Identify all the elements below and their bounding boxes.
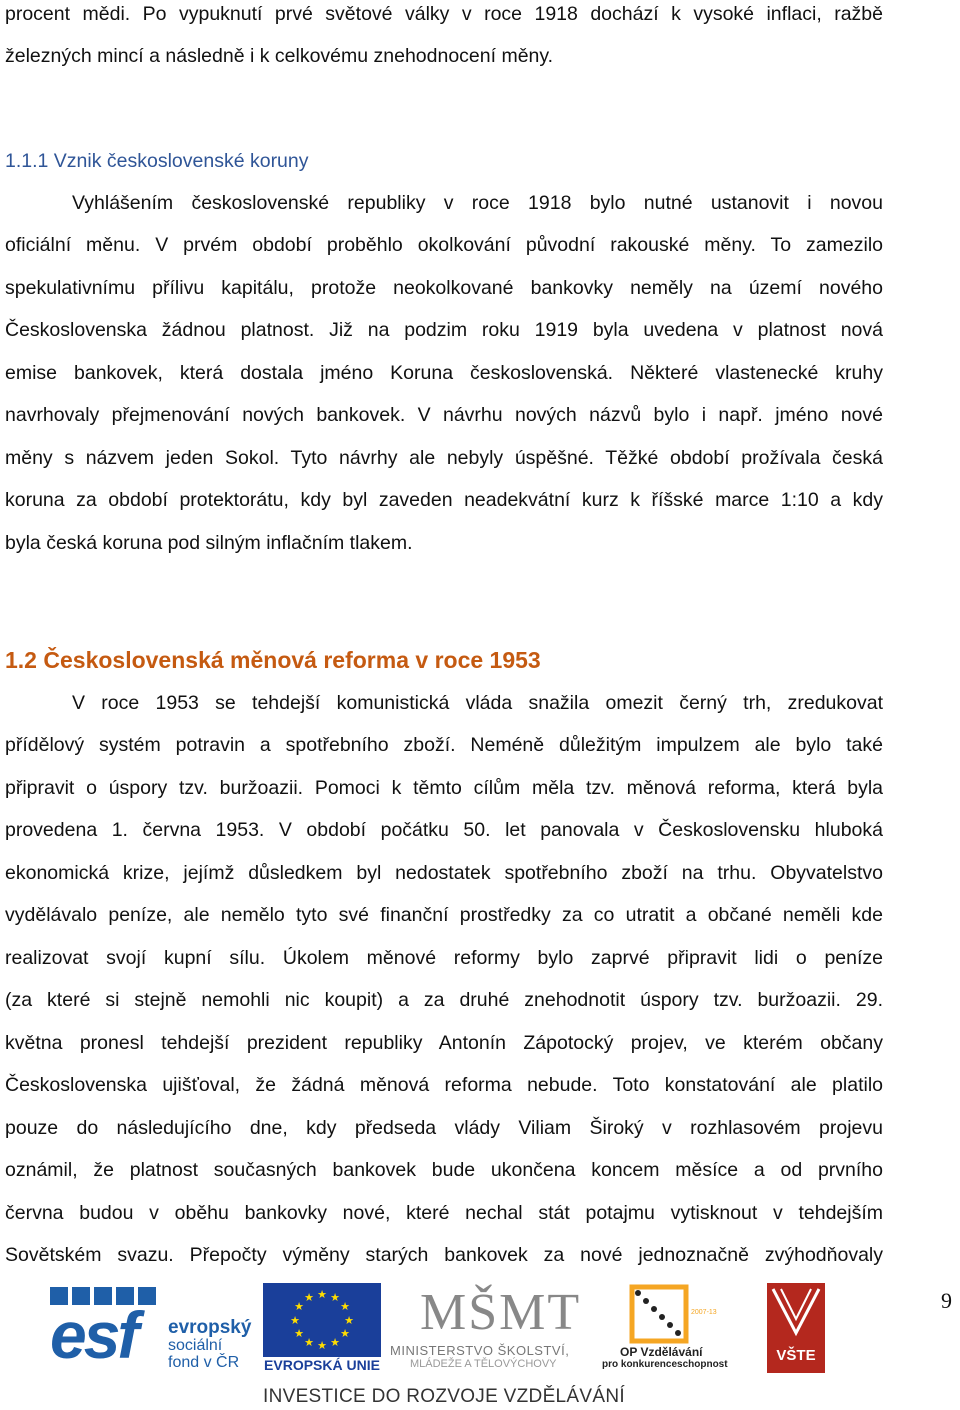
svg-text:★: ★ — [304, 1291, 314, 1304]
vste-caption: VŠTE — [776, 1347, 816, 1364]
footer-caption: INVESTICE DO ROZVOJE VZDĚLÁVÁNÍ — [263, 1386, 625, 1407]
eu-logo — [263, 1283, 381, 1373]
body-line: Československa ujišťoval, že žádná měnová reforma nebude. Toto konstatování ale platilo — [5, 1074, 883, 1096]
body-line: spekulativnímu přílivu kapitálu, protože neokolkované bankovky neměly na území nového — [5, 277, 883, 299]
eu-flag-icon — [263, 1283, 381, 1357]
body-line: byla česká koruna pod silným inflačním tlakem. — [5, 532, 413, 554]
svg-text:★: ★ — [317, 1288, 327, 1301]
subsection-number: 1.1.1 — [5, 150, 49, 172]
body-line: provedena 1. června 1953. V období počátku 50. let panovala v Československu hluboká — [5, 819, 883, 841]
body-line: koruna za období protektorátu, kdy byl zaveden neadekvátní kurz k říšské marce 1:10 a kdy — [5, 489, 883, 511]
vste-logo — [767, 1283, 825, 1373]
body-line: května pronesl tehdejší prezident republiky Antonín Zápotocký projev, ve kterém občany — [5, 1032, 883, 1054]
body-line: oznámil, že platnost současných bankovek bude ukončena koncem měsíce a od prvního — [5, 1159, 883, 1181]
op-logo — [602, 1283, 737, 1373]
body-line: června budou v oběhu bankovky nové, které nechal stát potajmu vytisknout v tehdejším — [5, 1202, 883, 1224]
body-line: V roce 1953 se tehdejší komunistická vláda snažila omezit černý trh, zredukovat — [72, 692, 883, 714]
esf-wordmark: esf — [50, 1298, 137, 1372]
svg-text:★: ★ — [330, 1291, 340, 1304]
body-line: pouze do následujícího dne, kdy předseda vlády Viliam Široký v rozhlasovém projevu — [5, 1117, 883, 1139]
esf-logo — [50, 1283, 255, 1373]
body-line: oficiální měnu. V prvém období proběhlo okolkování původní rakouské měny. To zamezilo — [5, 234, 883, 256]
op-line1: OP Vzdělávání — [620, 1345, 703, 1359]
body-line: připravit o úspory tzv. buržoazii. Pomoci k těmto cílům měla tzv. měnová reforma, která byla — [5, 777, 883, 799]
msmt-line2: MLÁDEŽE A TĚLOVÝCHOVY — [410, 1358, 557, 1370]
body-line: přídělový systém potravin a spotřebního zboží. Neméně důležitým impulzem ale bylo také — [5, 734, 883, 756]
op-year: 2007-13 — [691, 1309, 717, 1316]
esf-line1: evropský — [168, 1317, 252, 1338]
svg-text:★: ★ — [294, 1300, 304, 1313]
body-line: Vyhlášením československé republiky v roce 1918 bylo nutné ustanovit i novou — [72, 192, 883, 214]
msmt-line1: MINISTERSTVO ŠKOLSTVÍ, — [390, 1343, 570, 1358]
msmt-mark: MŠMT — [420, 1284, 582, 1341]
eu-caption: EVROPSKÁ UNIE — [264, 1357, 380, 1373]
body-line: navrhovaly přejmenování nových bankovek. V návrhu nových názvů bylo i např. jméno nové — [5, 404, 883, 426]
svg-text:★: ★ — [304, 1336, 314, 1349]
subsection-title: Vznik československé koruny — [53, 150, 309, 172]
section-number: 1.2 — [5, 647, 37, 673]
subsection-heading — [5, 149, 309, 173]
page-number: 9 — [941, 1288, 952, 1313]
section-heading — [5, 646, 541, 674]
body-line: procent mědi. Po vypuknutí prvé světové války v roce 1918 dochází k vysoké inflaci, ražbě — [5, 3, 883, 25]
body-line: (za které si stejně nemohli nic koupit) a za druhé znehodnotit úspory tzv. buržoazii. 29. — [5, 989, 883, 1011]
body-line: ekonomická krize, jejímž důsledkem byl nedostatek spotřebního zboží na trhu. Obyvatelstvo — [5, 862, 883, 884]
svg-text:★: ★ — [294, 1327, 304, 1340]
esf-line2: sociální — [168, 1337, 223, 1354]
svg-text:★: ★ — [317, 1339, 327, 1352]
body-line: měny s názvem jeden Sokol. Tyto návrhy ale nebyly úspěšné. Těžké období prožívala česká — [5, 447, 883, 469]
body-line: vydělávalo peníze, ale nemělo tyto své finanční prostředky za co utratit a občané neměli kde — [5, 904, 883, 926]
body-line: železných mincí a následně i k celkovému znehodnocení měny. — [5, 45, 554, 67]
svg-text:★: ★ — [340, 1327, 350, 1340]
section-title: Československá měnová reforma v roce 1953 — [43, 647, 541, 673]
body-line: emise bankovek, která dostala jméno Koruna československá. Některé vlastenecké kruhy — [5, 362, 883, 384]
svg-text:★: ★ — [290, 1314, 300, 1327]
svg-text:★: ★ — [344, 1314, 354, 1327]
body-line: realizovat svojí kupní sílu. Úkolem měnové reformy bylo zaprvé připravit lidi o peníze — [5, 947, 883, 969]
vste-crest-icon — [767, 1283, 825, 1343]
msmt-logo — [390, 1283, 600, 1373]
body-line: Československa žádnou platnost. Již na podzim roku 1919 byla uvedena v platnost nová — [5, 319, 883, 341]
body-line: Sovětském svazu. Přepočty výměny starých bankovek za nové jednoznačně zvýhodňovaly — [5, 1244, 883, 1266]
op-line2: pro konkurenceschopnost — [602, 1359, 728, 1370]
svg-text:★: ★ — [340, 1300, 350, 1313]
esf-line3: fond v ČR — [168, 1354, 240, 1371]
svg-text:★: ★ — [330, 1336, 340, 1349]
